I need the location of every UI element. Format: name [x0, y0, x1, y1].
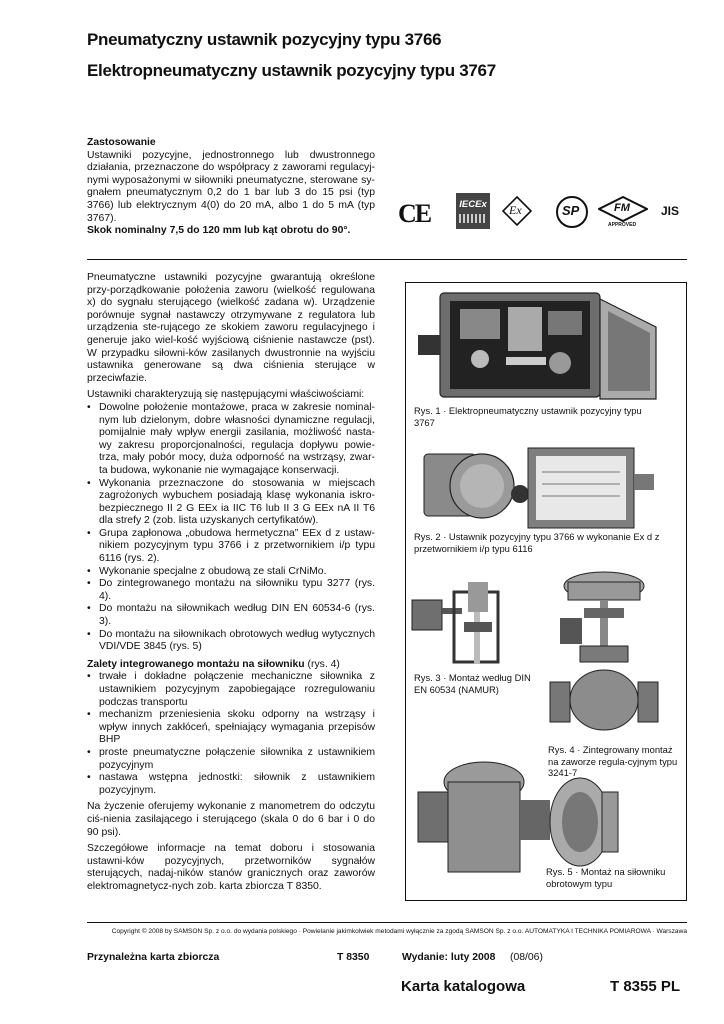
- advantages-heading-bold: Zalety integrowanego montażu na siłowniku: [87, 658, 305, 670]
- related-sheet-value: T 8350: [337, 952, 370, 963]
- title-3767: Elektropneumatyczny ustawnik pozycyjny typu 3767: [87, 61, 496, 80]
- iecex-logo-text: IECEx: [459, 199, 487, 210]
- list-item: • Do montażu na siłownikach według DIN EN 60534-6 (rys. 3).: [87, 603, 375, 628]
- edition-value: (08/06): [510, 952, 543, 963]
- advantages-heading-ref: (rys. 4): [304, 658, 340, 670]
- figure-1-number: Rys. 1: [414, 405, 441, 416]
- csa-logo-text: SP: [562, 203, 580, 218]
- list-item: • Do zintegrowanego montażu na siłowniku typu 3277 (rys. 4).: [87, 578, 375, 603]
- application-body: Ustawniki pozycyjne, jednostronnego lub dwustronnego działania, przeznaczone do współpracy z zaworami regulacyj-nymi wyposażonymi w siłowniki pneumatyczne, sterowane sy-gnałem pneumatycznym 0,2 do 1 bar lub 3 do 15 psi (typ 3766) lub elektrycznym 4(0) do 20 mA, albo 1 do 5 mA (typ 3767).: [87, 149, 375, 224]
- sheet-type-label: Karta katalogowa: [401, 978, 526, 995]
- figure-4-integrated-valve: [548, 568, 668, 748]
- figure-2-positioner-3766-exd: [420, 440, 660, 530]
- csa-logo-icon: [556, 196, 588, 228]
- figure-1-positioner-3767: [410, 287, 662, 405]
- figure-1-text: Elektropneumatyczny ustawnik pozycyjny typu 3767: [414, 405, 642, 428]
- figure-1-separator: ·: [443, 405, 447, 416]
- fm-approved-text: FM: [614, 202, 630, 214]
- figure-4-text: Zintegrowany montaż na zaworze regula-cyjnym typu 3241-7: [548, 744, 678, 778]
- list-item: • Wykonanie specjalne z obudową ze stali CrNiMo.: [87, 566, 375, 579]
- fm-approved-icon: [598, 196, 648, 230]
- advantages-heading: [87, 659, 375, 672]
- list-item: • Do montażu na siłownikach obrotowych według wytycznych VDI/VDE 3845 (rys. 5): [87, 629, 375, 654]
- properties-intro: Ustawniki charakteryzują się następującymi właściwościami:: [87, 389, 365, 401]
- edition-label: Wydanie: luty 2008: [402, 952, 496, 963]
- advantages-list: [87, 671, 375, 797]
- figure-2-caption: [414, 531, 674, 554]
- figure-3-caption: [414, 672, 534, 695]
- section-divider: [87, 259, 687, 260]
- ex-atex-text: Ex: [509, 203, 522, 217]
- description-column: [87, 272, 375, 894]
- list-item: • Grupa zapłonowa „obudowa hermetyczna” EEx d z ustaw-nikiem pozycyjnym typu 3766 i z przetwornikiem i/p typu 6116 (rys. 2).: [87, 528, 375, 566]
- application-section: [87, 137, 375, 238]
- application-stroke-line: Skok nominalny 7,5 do 120 mm lub kąt obrotu do 90°.: [87, 225, 351, 237]
- figure-4-number: Rys. 4: [548, 744, 575, 755]
- details-paragraph: Szczegółowe informacje na temat doboru i stosowania ustawni-ków pozycyjnych, przetworników sygnałów sterujących, nadaj-ników stanów granicznych oraz zaworów elektromagnetycz-nych zob. karta zbiorcza T 8350.: [87, 843, 375, 892]
- figure-3-text: Montaż według DIN EN 60534 (NAMUR): [414, 672, 531, 695]
- figure-5-number: Rys. 5: [546, 866, 573, 877]
- list-item: • proste pneumatyczne połączenie siłownika z ustawnikiem pozycyjnym: [87, 747, 375, 772]
- list-item: • nastawa wstępna jednostki: siłownik z ustawnikiem pozycyjnym.: [87, 772, 375, 797]
- iecex-logo-icon: [456, 193, 490, 229]
- figure-2-separator: ·: [443, 531, 447, 542]
- figure-3-namur-mount: [410, 582, 520, 672]
- title-3766: Pneumatyczny ustawnik pozycyjny typu 3766: [87, 30, 442, 49]
- intro-paragraph: Pneumatyczne ustawniki pozycyjne gwarantują określone przy-porządkowanie położenia zaworu (wielkość regulowana x) do sygnału sterującego (wielkość zadana w). Urządzenie porównuje sygnał nastawczy otrzymywane z regulatora lub urządzenia ste-rującego ze skokiem zaworu regulacyjnego i generuje jako wiel-kość wyjściową ciśnienie nastawcze (pst). W przypadku siłowni-ków zasilanych dwustronnie na wyjściu ustawnika generowane są dwa ciśnienia sterujące w przeciwfazie.: [87, 272, 375, 384]
- features-list: [87, 402, 375, 654]
- jis-mark: JIS: [661, 204, 680, 218]
- related-sheet-label: Przynależna karta zbiorcza: [87, 952, 220, 963]
- figure-2-number: Rys. 2: [414, 531, 441, 542]
- ex-atex-icon: [502, 196, 532, 226]
- sheet-code: T 8355 PL: [610, 978, 681, 995]
- figure-4-separator: ·: [577, 744, 581, 755]
- figure-2-text: Ustawnik pozycyjny typu 3766 w wykonanie Ex d z przetwornikiem i/p typu 6116: [414, 531, 660, 554]
- figure-3-number: Rys. 3: [414, 672, 441, 683]
- figure-1-caption: [414, 405, 644, 428]
- application-heading: Zastosowanie: [87, 137, 156, 148]
- list-item: • Dowolne położenie montażowe, praca w zakresie nominal-nym lub dzielonym, dobre własności dynamiczne regulacji, pomijalnie mały wpływ energii zasilania, możliwość nasta-wy zakresu proporcjonalności, regulacja dopływu powie-trza, mały pobór mocy, duża odporność na wstrząsy, zwar-ta budowa, wykonanie nie wymagające konserwacji.: [87, 402, 375, 478]
- figure-5-text: Montaż na siłowniku obrotowym typu: [546, 866, 666, 889]
- list-item: • mechanizm przeniesienia skoku odporny na wstrząsy i wpływ innych zakłóceń, spełniający wymagania przepisów BHP: [87, 709, 375, 747]
- figure-3-separator: ·: [443, 672, 447, 683]
- list-item: • Wykonania przeznaczone do stosowania w miejscach zagrożonych wybuchem posiadają klasę wykonania iskro-bezpiecznego II 2 G EEx ia IIC T6 lub II 3 G EEx nA II T6 dla strefy 2 (zob. lista uzyskanych certyfikatów).: [87, 478, 375, 528]
- fm-approved-sub: APPROVED: [608, 222, 637, 228]
- footer-divider: [87, 922, 687, 923]
- copyright-line: Copyright © 2008 by SAMSON Sp. z o.o. do wydania polskiego · Powielanie jakimkolwiek metodami wyłącznie za zgodą SAMSON Sp. z o.o. AUTOMATYKA I TECHNIKA POMIAROWA · Warszawa: [111, 928, 687, 935]
- figure-5-caption: [546, 866, 680, 889]
- manometer-paragraph: Na życzenie oferujemy wykonanie z manometrem do odczytu ciś-nienia zasilającego i sterującego (skala 0 do 6 bar i 0 do 90 psi).: [87, 801, 375, 838]
- figure-5-separator: ·: [575, 866, 579, 877]
- list-item: • trwałe i dokładne połączenie mechaniczne siłownika z ustawnikiem pozycyjnym zapobiegające rozregulowaniu podczas transportu: [87, 671, 375, 709]
- ce-mark-icon: CE: [398, 199, 431, 228]
